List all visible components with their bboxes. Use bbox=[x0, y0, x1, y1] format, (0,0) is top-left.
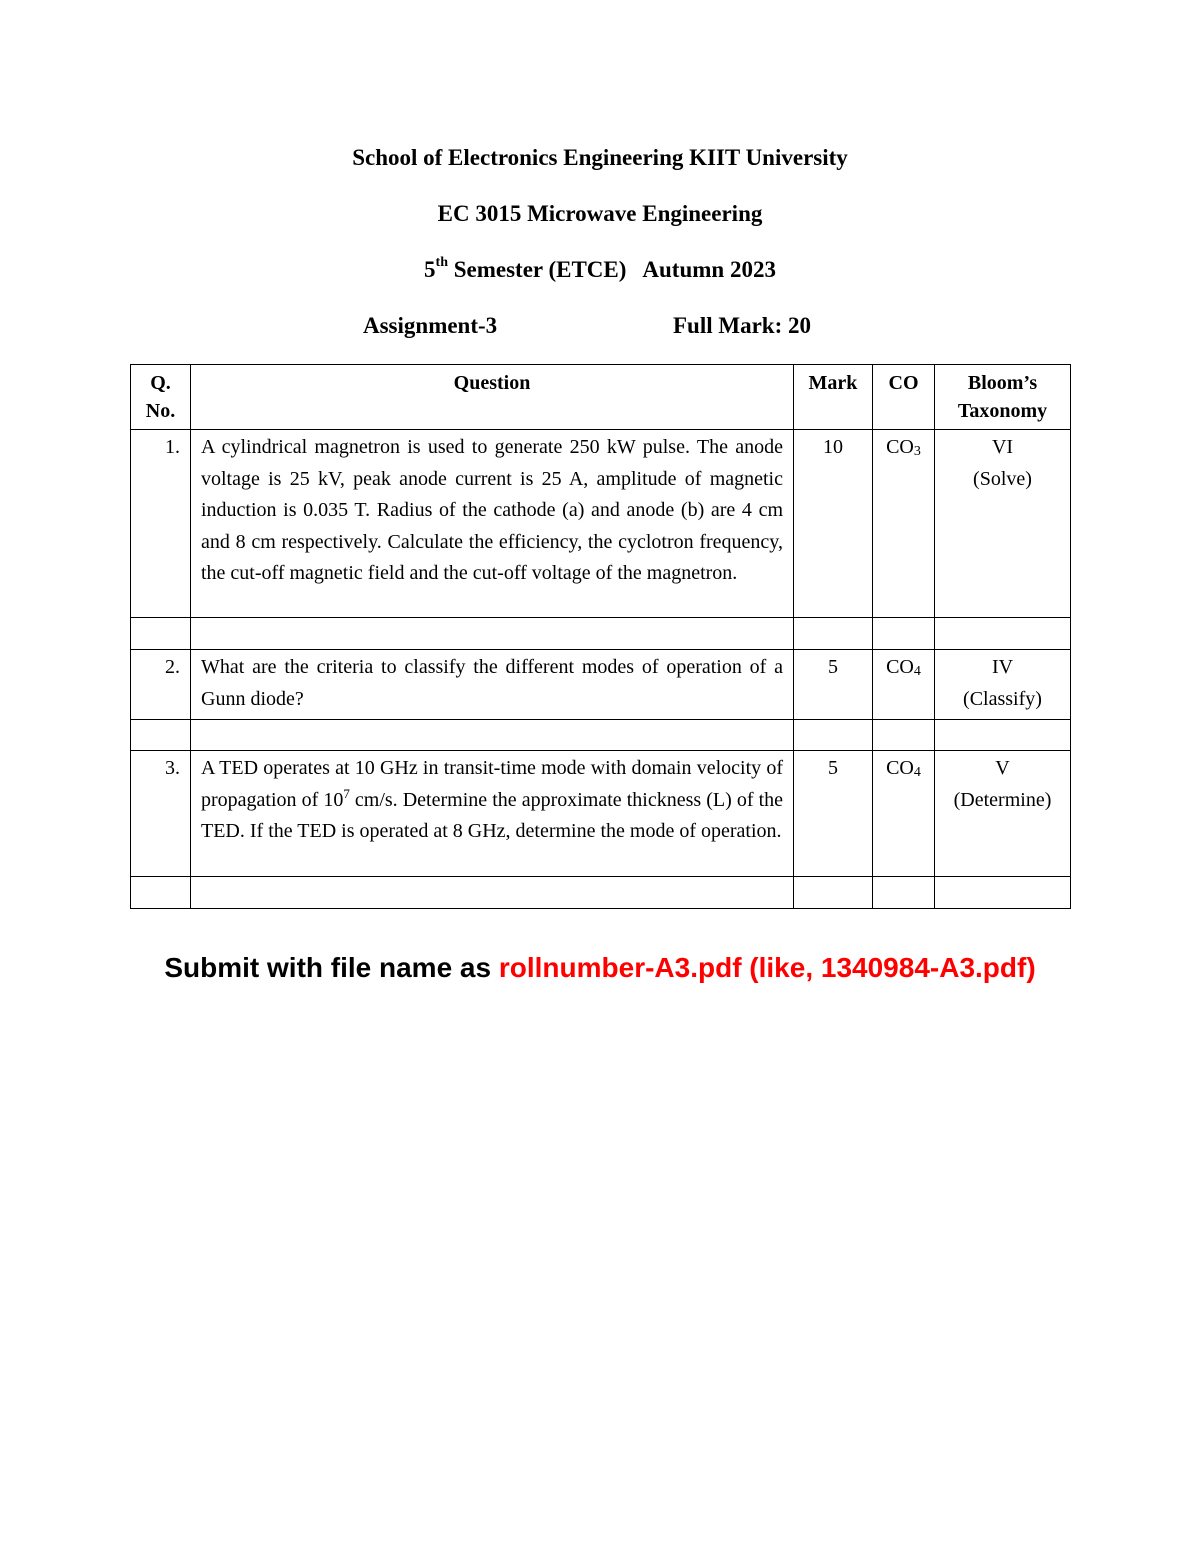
bloom-verb: (Solve) bbox=[973, 467, 1032, 490]
spacer-cell bbox=[873, 618, 935, 650]
spacer-cell bbox=[131, 877, 191, 909]
table-row bbox=[131, 751, 1071, 877]
header-mark: Mark bbox=[794, 365, 873, 430]
spacer-cell bbox=[131, 720, 191, 751]
spacer-cell bbox=[191, 877, 794, 909]
spacer-cell bbox=[191, 618, 794, 650]
question-text bbox=[191, 751, 794, 877]
spacer-cell bbox=[794, 618, 873, 650]
spacer-cell bbox=[873, 877, 935, 909]
bloom-verb: (Classify) bbox=[963, 687, 1042, 710]
spacer-row bbox=[131, 618, 1071, 650]
course-title: EC 3015 Microwave Engineering bbox=[437, 201, 763, 226]
assignment-title: Assignment-3 bbox=[363, 313, 498, 338]
co-prefix: CO bbox=[886, 436, 914, 458]
question-mark: 5 bbox=[794, 751, 873, 877]
co-subscript: 4 bbox=[913, 765, 921, 780]
question-number: 2. bbox=[131, 650, 191, 720]
table-header-row bbox=[131, 365, 1071, 430]
question-superscript: 7 bbox=[343, 785, 350, 801]
co-subscript: 4 bbox=[913, 664, 921, 679]
question-bloom bbox=[935, 751, 1071, 877]
question-bloom bbox=[935, 650, 1071, 720]
bloom-level: IV bbox=[991, 656, 1014, 678]
co-prefix: CO bbox=[886, 757, 914, 779]
bloom-level: VI bbox=[991, 436, 1014, 458]
header-qno: Q. No. bbox=[131, 365, 191, 430]
question-text-part2: cm/s. Determine the approximate thickness (L) of the TED. If the TED is operated at 8 GHz, determine the mode of operation. bbox=[201, 788, 784, 842]
spacer-cell bbox=[131, 618, 191, 650]
question-mark: 5 bbox=[794, 650, 873, 720]
semester-suffix: th bbox=[435, 255, 448, 271]
question-mark: 10 bbox=[794, 430, 873, 618]
semester-number: 5 bbox=[424, 257, 436, 282]
spacer-row bbox=[131, 877, 1071, 909]
header-bloom: Bloom’s Taxonomy bbox=[935, 365, 1071, 430]
semester-line bbox=[0, 255, 1200, 285]
full-mark: Full Mark: 20 bbox=[673, 313, 811, 338]
question-number: 3. bbox=[131, 751, 191, 877]
questions-table bbox=[130, 364, 1071, 909]
question-co bbox=[873, 430, 935, 618]
question-text-part1: A TED operates at 10 GHz in transit-time mode with domain velocity of propagation of 10 bbox=[201, 757, 783, 811]
spacer-cell bbox=[191, 720, 794, 751]
bloom-level: V bbox=[995, 757, 1010, 779]
question-co bbox=[873, 650, 935, 720]
table-row bbox=[131, 430, 1071, 618]
co-prefix: CO bbox=[886, 656, 914, 678]
table-row bbox=[131, 650, 1071, 720]
question-bloom bbox=[935, 430, 1071, 618]
spacer-cell bbox=[794, 877, 873, 909]
co-subscript: 3 bbox=[913, 444, 921, 459]
question-text: A cylindrical magnetron is used to generate 250 kW pulse. The anode voltage is 25 kV, peak anode current is 25 A, amplitude of magnetic induction is 0.035 T. Radius of the cathode (a) and anode (b) are 4 cm and 8 cm respectively. Calculate the efficiency, the cyclotron frequency, the cut-off magnetic field and the cut-off voltage of the magnetron. bbox=[191, 430, 794, 618]
submit-filename: rollnumber-A3.pdf (like, 1340984-A3.pdf) bbox=[498, 952, 1036, 983]
header-co: CO bbox=[873, 365, 935, 430]
question-text: What are the criteria to classify the different modes of operation of a Gunn diode? bbox=[191, 650, 794, 720]
bloom-verb: (Determine) bbox=[953, 788, 1052, 811]
header-question: Question bbox=[191, 365, 794, 430]
spacer-cell bbox=[935, 877, 1071, 909]
spacer-cell bbox=[935, 720, 1071, 751]
spacer-cell bbox=[794, 720, 873, 751]
submit-prefix: Submit with file name as bbox=[164, 952, 499, 983]
spacer-cell bbox=[935, 618, 1071, 650]
semester-text: Semester (ETCE) Autumn 2023 bbox=[447, 257, 776, 282]
question-number: 1. bbox=[131, 430, 191, 618]
school-title: School of Electronics Engineering KIIT University bbox=[352, 145, 848, 170]
question-co bbox=[873, 751, 935, 877]
submit-instruction bbox=[0, 950, 1200, 986]
spacer-cell bbox=[873, 720, 935, 751]
spacer-row bbox=[131, 720, 1071, 751]
